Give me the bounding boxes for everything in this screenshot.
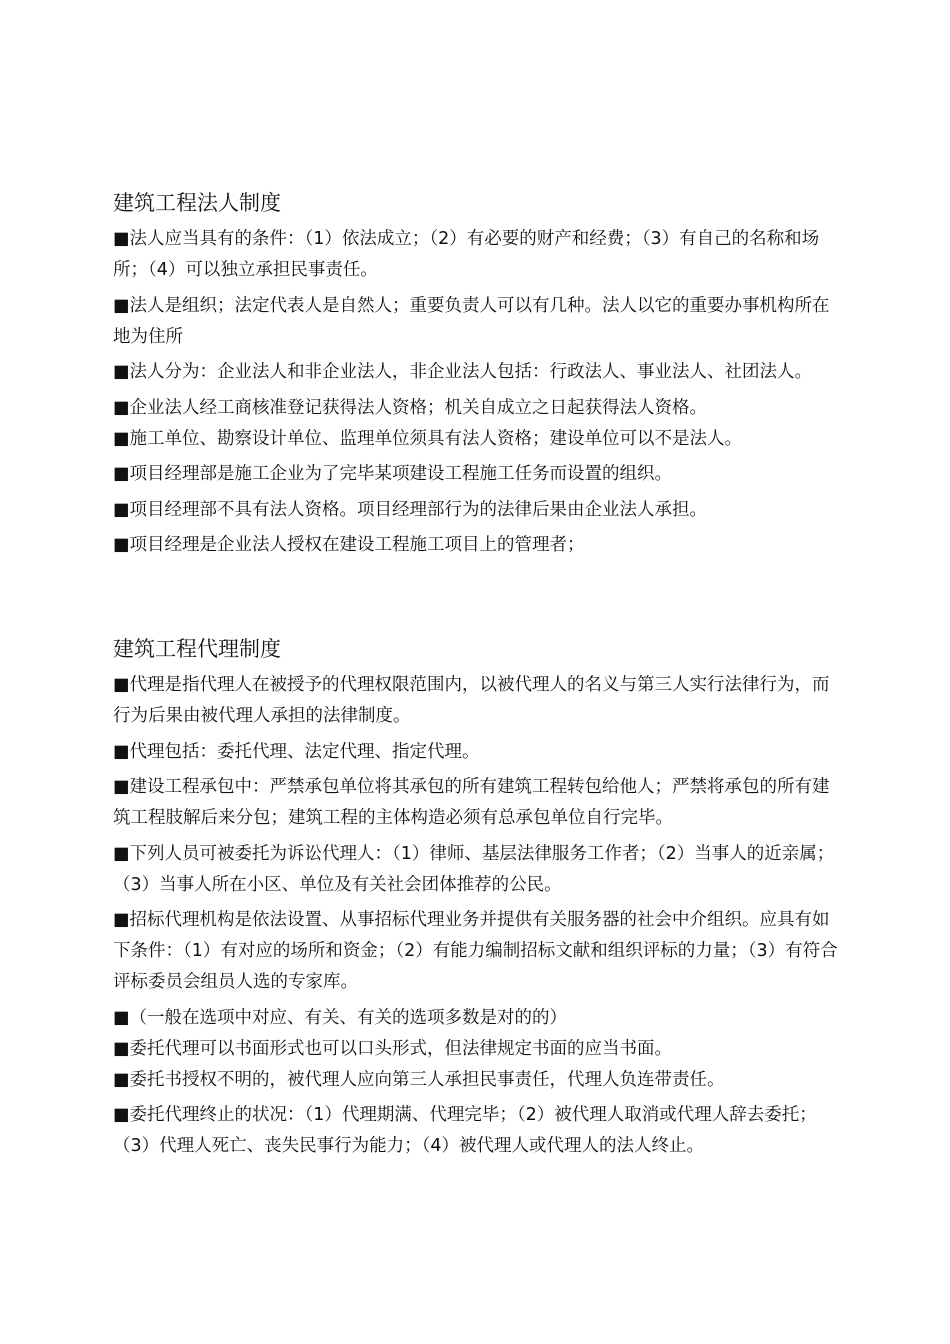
section-heading: 建筑工程法人制度 bbox=[113, 191, 281, 215]
paragraph: ■施工单位、勘察设计单位、监理单位须具有法人资格；建设单位可以不是法人。 bbox=[113, 428, 743, 449]
paragraph: ■代理包括：委托代理、法定代理、指定代理。 bbox=[113, 741, 480, 762]
paragraph: ■法人分为：企业法人和非企业法人，非企业法人包括：行政法人、事业法人、社团法人。 bbox=[113, 362, 813, 382]
paragraph: ■委托代理终止的状况：（1）代理期满、代理完毕；（2）被代理人取消或代理人辞去委托；（3）代理人死亡、丧失民事行为能力；（4）被代理人或代理人的法人终止。 bbox=[113, 1105, 817, 1156]
paragraph: ■法人是组织；法定代表人是自然人；重要负责人可以有几种。法人以它的重要办事机构所在地为住所 bbox=[113, 295, 830, 347]
section-heading: 建筑工程代理制度 bbox=[113, 637, 281, 661]
paragraph: ■代理是指代理人在被授予的代理权限范围内，以被代理人的名义与第三人实行法律行为，而行为后果由被代理人承担的法律制度。 bbox=[113, 675, 830, 726]
section-agency bbox=[113, 632, 843, 1167]
paragraph: ■建设工程承包中：严禁承包单位将其承包的所有建筑工程转包给他人；严禁将承包的所有建筑工程肢解后来分包；建筑工程的主体构造必须有总承包单位自行完毕。 bbox=[113, 777, 830, 828]
paragraph: ■下列人员可被委托为诉讼代理人：（1）律师、基层法律服务工作者；（2）当事人的近亲属；（3）当事人所在小区、单位及有关社会团体推荐的公民。 bbox=[113, 843, 835, 895]
paragraph: ■法人应当具有的条件：（1）依法成立；（2）有必要的财产和经费；（3）有自己的名称和场所；（4）可以独立承担民事责任。 bbox=[113, 229, 820, 280]
section-legal-person bbox=[113, 186, 843, 566]
paragraph: ■项目经理部不具有法人资格。项目经理部行为的法律后果由企业法人承担。 bbox=[113, 499, 708, 520]
paragraph: ■项目经理部是施工企业为了完毕某项建设工程施工任务而设置的组织。 bbox=[113, 464, 673, 484]
paragraph: ■企业法人经工商核准登记获得法人资格；机关自成立之日起获得法人资格。 bbox=[113, 397, 708, 418]
paragraph: ■委托代理可以书面形式也可以口头形式，但法律规定书面的应当书面。 bbox=[113, 1038, 673, 1059]
paragraph: ■项目经理是企业法人授权在建设工程施工项目上的管理者； bbox=[113, 535, 585, 555]
paragraph: ■委托书授权不明的，被代理人应向第三人承担民事责任，代理人负连带责任。 bbox=[113, 1069, 725, 1090]
paragraph: ■（一般在选项中对应、有关、有关的选项多数是对的的） bbox=[113, 1007, 568, 1028]
paragraph: ■招标代理机构是依法设置、从事招标代理业务并提供有关服务器的社会中介组织。应具有如下条件：（1）有对应的场所和资金；（2）有能力编制招标文献和组织评标的力量；（3）有符合评标委员会组员人选的专家库。 bbox=[113, 910, 838, 992]
